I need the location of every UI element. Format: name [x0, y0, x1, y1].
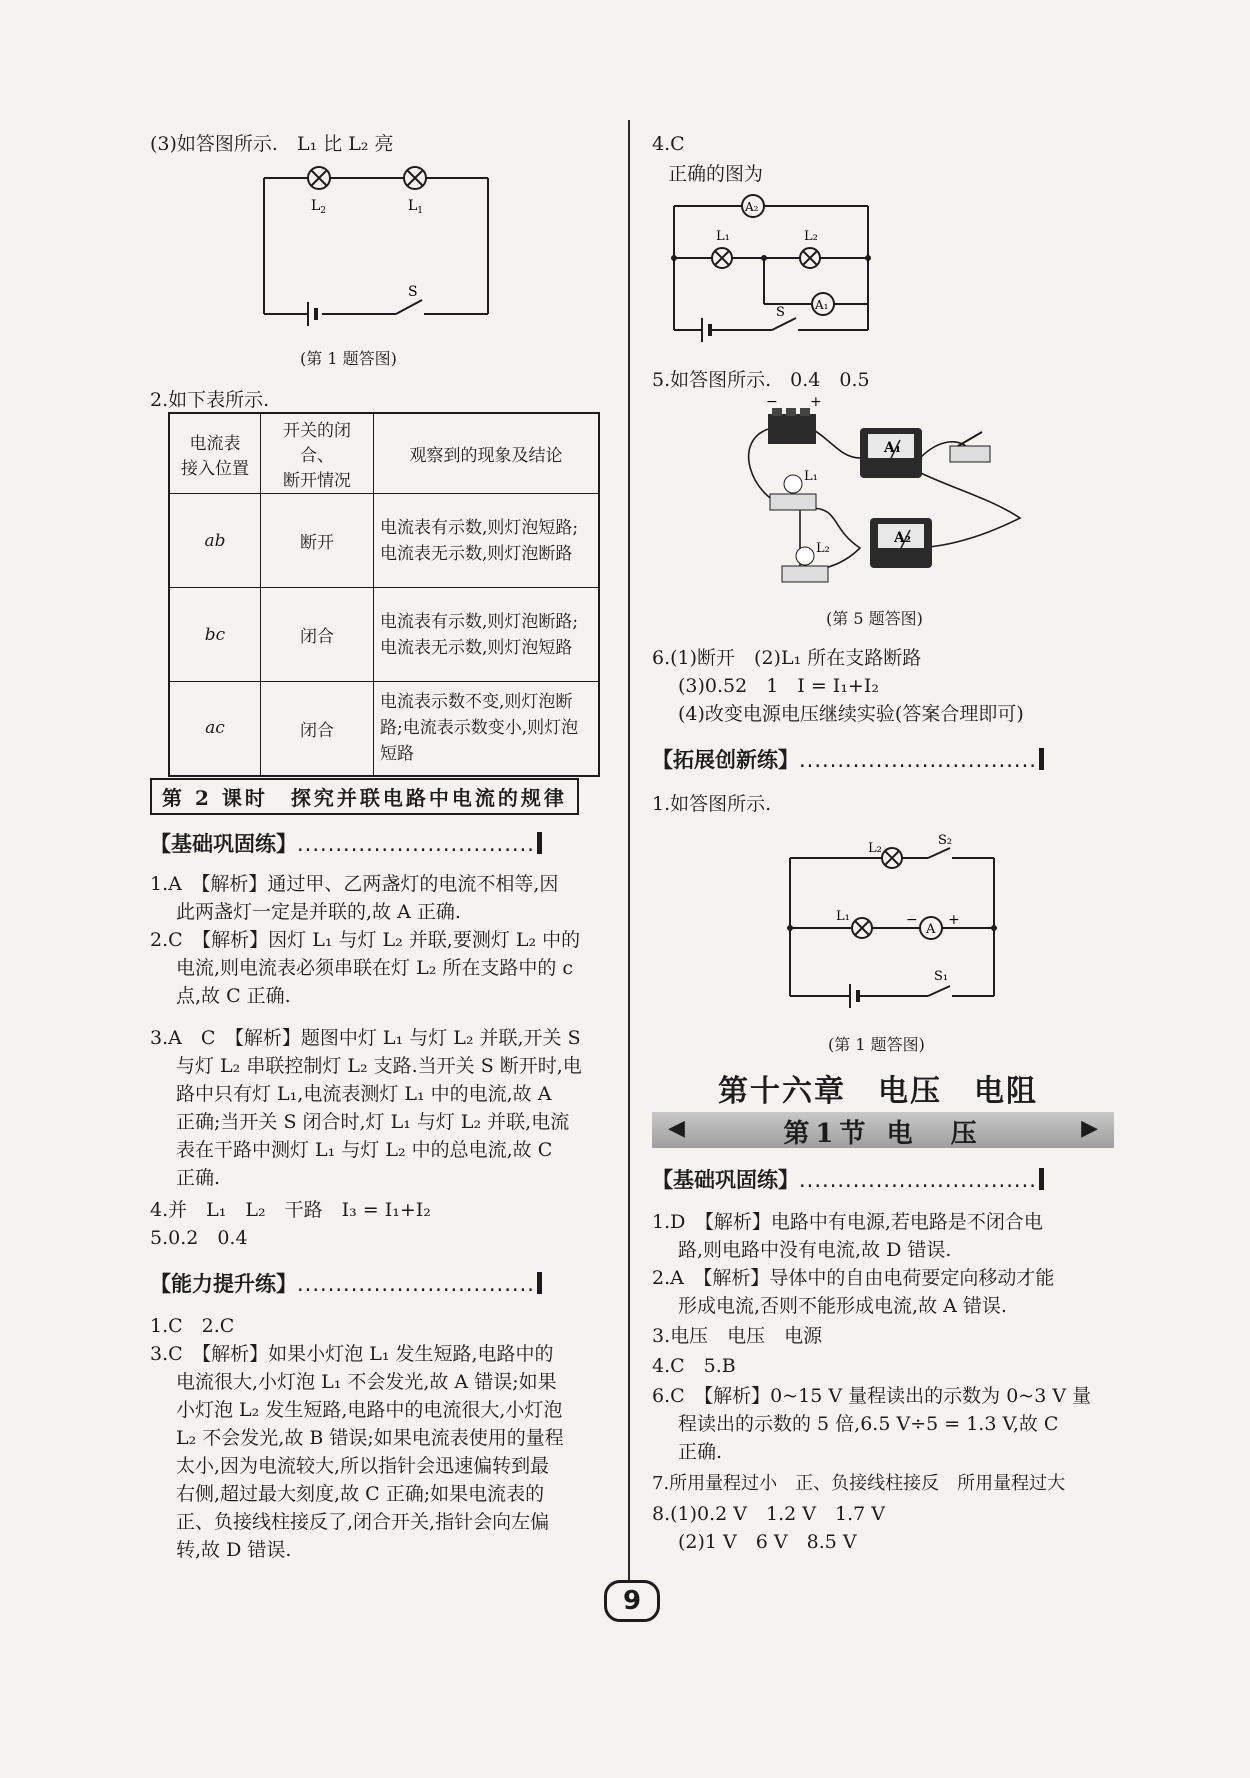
table-cell-position: ab	[169, 494, 261, 588]
answer-line: 电流很大,小灯泡 L₁ 不会发光,故 A 错误;如果	[176, 1371, 557, 1393]
answer-line: 电流,则电流表必须串联在灯 L₂ 所在支路中的 c	[176, 957, 574, 979]
table-row	[169, 682, 599, 776]
answer-line: 1.A 【解析】通过甲、乙两盏灯的电流不相等,因	[150, 873, 559, 895]
page-number: 9	[604, 1580, 660, 1622]
table-cell-position: ac	[169, 682, 261, 776]
table-header-cell: 开关的闭合、 断开情况	[261, 413, 374, 494]
table-header-cell: 电流表 接入位置	[169, 413, 261, 494]
fig4-a1-label: A₁	[815, 298, 829, 312]
answer-line: L₂ 不会发光,故 B 错误;如果电流表使用的量程	[176, 1427, 564, 1449]
answer-line: 4.并 L₁ L₂ 干路 I₃ = I₁+I₂	[150, 1199, 431, 1221]
lesson-title: 第 2 课时 探究并联电路中电流的规律	[150, 778, 579, 815]
q6-line-3: (4)改变电源电压继续实验(答案合理即可)	[678, 703, 1024, 725]
basic-heading-right: 【基础巩固练】...............................	[652, 1164, 1044, 1194]
fig-ext-caption: (第 1 题答图)	[828, 1035, 925, 1054]
answer-line: 正、负接线柱接反了,闭合开关,指针会向左偏	[176, 1511, 550, 1533]
fig-ext-parallel-circuit	[788, 833, 998, 996]
fig4-parallel-circuit	[672, 196, 872, 336]
answer-line: 2.A 【解析】导体中的自由电荷要定向移动才能	[652, 1267, 1055, 1289]
table-header-row	[169, 413, 599, 494]
answer-line: 正确;当开关 S 闭合时,灯 L₁ 与灯 L₂ 并联,电流	[176, 1111, 570, 1133]
fig4-a2-label: A₂	[745, 200, 759, 214]
fig1-series-circuit	[258, 160, 498, 320]
table-cell-switch: 断开	[261, 494, 374, 588]
answer-line: 点,故 C 正确.	[176, 985, 291, 1007]
answer-line: 转,故 D 错误.	[176, 1539, 292, 1561]
fig1-lamp-a-label: $L_2$	[311, 198, 327, 216]
answer-line: 8.(1)0.2 V 1.2 V 1.7 V	[652, 1503, 885, 1525]
q6-line-1: 6.(1)断开 (2)L₁ 所在支路断路	[652, 647, 922, 669]
fig-ext-l2-label: L₂	[868, 841, 882, 856]
table-cell-switch: 闭合	[261, 588, 374, 682]
answer-line: 3.A C 【解析】题图中灯 L₁ 与灯 L₂ 并联,开关 S	[150, 1027, 581, 1049]
fig5-a1-label: A₁	[884, 440, 901, 456]
table-cell-result: 电流表有示数,则灯泡短路;电流表无示数,则灯泡断路	[374, 494, 600, 588]
q6-line-2: (3)0.52 1 I = I₁+I₂	[678, 675, 879, 697]
left-arrow-icon: ◀	[668, 1116, 685, 1141]
table-header-cell: 观察到的现象及结论	[374, 413, 600, 494]
answer-line: 小灯泡 L₂ 发生短路,电路中的电流很大,小灯泡	[176, 1399, 563, 1421]
answer-line: 程读出的示数的 5 倍,6.5 V÷5 = 1.3 V,故 C	[678, 1413, 1059, 1435]
answer-line: 1.C 2.C	[150, 1315, 235, 1337]
ext-q1-answer: 1.如答图所示.	[652, 793, 772, 815]
answer-line: 太小,因为电流较大,所以指针会迅速偏转到最	[176, 1455, 550, 1477]
fig5-wiring-diagram	[760, 394, 1040, 598]
fig1-switch-label: S	[408, 284, 418, 300]
fig4-l1-label: L₁	[716, 229, 730, 244]
answer-line: 3.C 【解析】如果小灯泡 L₁ 发生短路,电路中的	[150, 1343, 554, 1365]
chapter-title: 第十六章 电压 电阻	[718, 1074, 1038, 1109]
answer-line: 路中只有灯 L₁,电流表测灯 L₁ 中的电流,故 A	[176, 1083, 552, 1105]
basic-heading-left: 【基础巩固练】...............................	[150, 828, 542, 858]
fig-ext-s2-label: S₂	[938, 833, 953, 848]
table-row	[169, 494, 599, 588]
answer-line: 6.C 【解析】0~15 V 量程读出的示数为 0~3 V 量	[652, 1385, 1092, 1407]
column-divider	[628, 120, 630, 1580]
section-title: 第1节 电 压	[783, 1119, 983, 1149]
answer-line: 7.所用量程过小 正、负接线柱接反 所用量程过大	[652, 1473, 1066, 1494]
fig4-l2-label: L₂	[804, 229, 818, 244]
battery-minus-label: −	[766, 394, 778, 410]
answer-table	[168, 412, 600, 777]
answer-line: 表在干路中测灯 L₁ 与灯 L₂ 中的总电流,故 C	[176, 1139, 553, 1161]
table-cell-result: 电流表示数不变,则灯泡断路;电流表示数变小,则灯泡短路	[374, 682, 600, 776]
fig-ext-ammeter-label: A	[926, 922, 936, 937]
answer-line: 路,则电路中没有电流,故 D 错误.	[678, 1239, 952, 1261]
switch-device	[950, 432, 990, 462]
extension-heading: 【拓展创新练】...............................	[652, 744, 1044, 774]
fig5-l1-label: L₁	[804, 469, 818, 484]
answer-line: 与灯 L₂ 串联控制灯 L₂ 支路.当开关 S 断开时,电	[176, 1055, 582, 1077]
q3-answer: (3)如答图所示. L₁ 比 L₂ 亮	[150, 133, 394, 155]
ability-heading: 【能力提升练】...............................	[150, 1268, 542, 1298]
section-banner	[652, 1112, 1114, 1148]
table-row	[169, 588, 599, 682]
q5-answer: 5.如答图所示. 0.4 0.5	[652, 369, 870, 391]
fig5-caption: (第 5 题答图)	[826, 609, 923, 628]
right-arrow-icon: ▶	[1081, 1116, 1098, 1141]
answer-line: 正确.	[678, 1441, 723, 1463]
fig-ext-s1-label: S₁	[934, 969, 949, 984]
answer-line: 形成电流,否则不能形成电流,故 A 错误.	[678, 1295, 1007, 1317]
answer-line: 4.C 5.B	[652, 1355, 736, 1377]
fig1-caption: (第 1 题答图)	[300, 349, 397, 368]
fig-ext-l1-label: L₁	[836, 909, 850, 924]
answer-line: 2.C 【解析】因灯 L₁ 与灯 L₂ 并联,要测灯 L₂ 中的	[150, 929, 581, 951]
q2-answer: 2.如下表所示.	[150, 389, 270, 411]
fig-ext-plus-label: +	[948, 912, 960, 928]
answer-line: (2)1 V 6 V 8.5 V	[678, 1531, 857, 1553]
answer-line: 5.0.2 0.4	[150, 1227, 248, 1249]
answer-line: 右侧,超过最大刻度,故 C 正确;如果电流表的	[176, 1483, 545, 1505]
fig4-switch-label: S	[776, 305, 785, 320]
answer-line: 正确.	[176, 1167, 221, 1189]
table-cell-result: 电流表有示数,则灯泡断路;电流表无示数,则灯泡短路	[374, 588, 600, 682]
fig-ext-minus-label: −	[906, 912, 918, 928]
battery-pack	[768, 408, 816, 444]
fig5-l2-label: L₂	[816, 541, 830, 556]
answer-line: 1.D 【解析】电路中有电源,若电路是不闭合电	[652, 1211, 1043, 1233]
battery-plus-label: +	[810, 394, 822, 410]
answer-line: 此两盏灯一定是并联的,故 A 正确.	[176, 901, 461, 923]
fig5-a2-label: A₂	[894, 530, 911, 546]
q4-answer: 4.C	[652, 133, 685, 155]
q4-note: 正确的图为	[668, 163, 764, 185]
answer-line: 3.电压 电压 电源	[652, 1325, 823, 1347]
table-cell-position: bc	[169, 588, 261, 682]
table-cell-switch: 闭合	[261, 682, 374, 776]
fig1-lamp-b-label: $L_1$	[408, 198, 424, 216]
